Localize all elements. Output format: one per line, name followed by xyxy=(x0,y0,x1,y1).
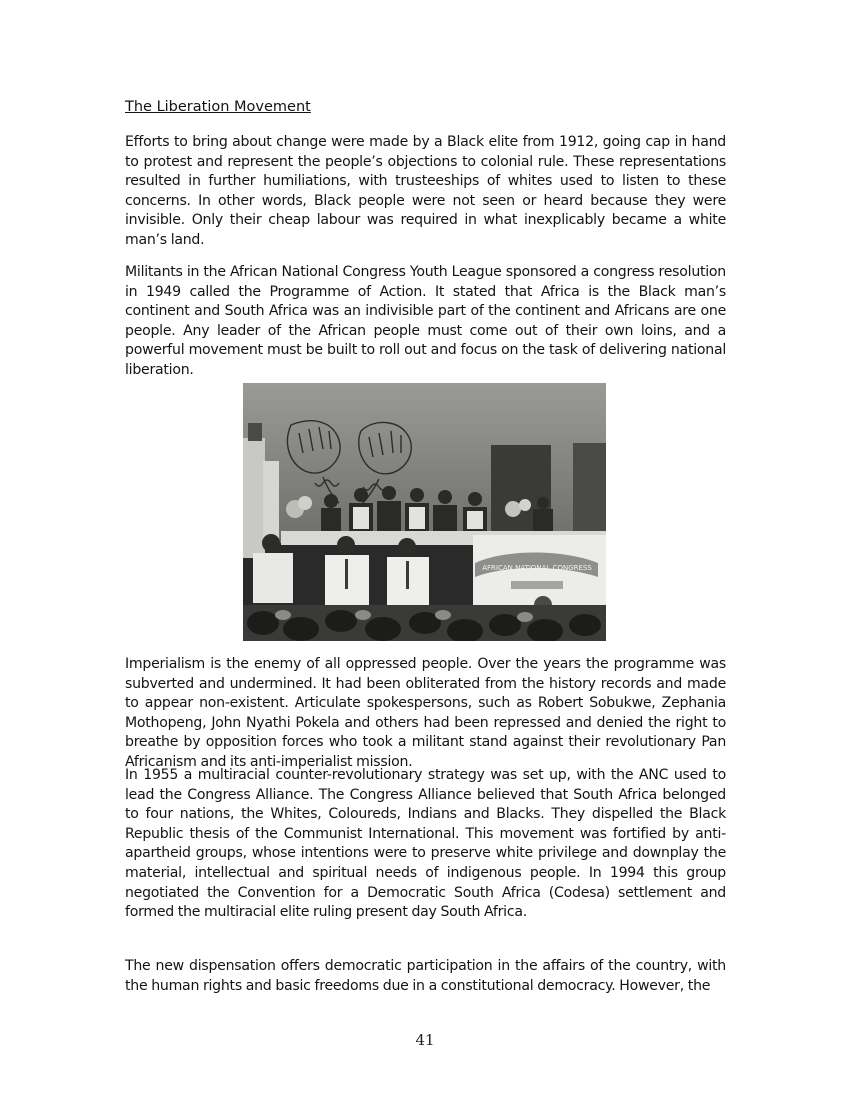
paragraph-early-efforts: Efforts to bring about change were made by a Black elite from 1912, going cap in hand to protest and represent the people’s objections to colonial rule. These representations resulted in further humiliations, with trusteeships of whites used to listen to these concerns. In other words, Black people were not seen or heard because they were invisible. Only their cheap labour was required in what inexplicably became a white man’s land. xyxy=(125,134,726,248)
banner-text: AFRICAN NATIONAL CONGRESS xyxy=(482,564,592,572)
page-number: 41 xyxy=(415,1031,435,1049)
paragraph-congress-alliance: In 1955 a multiracial counter-revolutionary strategy was set up, with the ANC used to lead the Congress Alliance. The Congress Alliance believed that South Africa belonged to four nations, the Whites, Coloureds, Indians and Blacks. They dispelled the Black Republic thesis of the Communist International. This movement was fortified by anti-apartheid groups, whose intentions were to preserve white privilege and downplay the material, intellectual and spiritual needs of indigenous people. In 1994 this group negotiated the Convention for a Democratic South Africa (Codesa) settlement and formed the multiracial elite ruling present day South Africa. xyxy=(125,767,726,921)
historical-photo xyxy=(243,383,606,641)
section-heading: The Liberation Movement xyxy=(125,99,311,115)
paragraph-programme-of-action: Militants in the African National Congress Youth League sponsored a congress resolution in 1949 called the Programme of Action. It stated that Africa is the Black man’s continent and South Africa was an indivisible part of the continent and Africans are one people. Any leader of the African people must come out of their own loins, and a powerful movement must be built to roll out and focus on the task of delivering national liberation. xyxy=(125,264,726,378)
congress-meeting-photo xyxy=(243,383,606,641)
paragraph-new-dispensation: The new dispensation offers democratic participation in the affairs of the country, with the human rights and basic freedoms due in a constitutional democracy. However, the xyxy=(125,958,726,994)
paragraph-imperialism: Imperialism is the enemy of all oppressed people. Over the years the programme was subverted and undermined. It had been obliterated from the history records and made to appear non-existent. Articulate spokespersons, such as Robert Sobukwe, Zephania Mothopeng, John Nyathi Pokela and others had been repressed and denied the right to breathe by opposition forces who took a militant stand against their revolutionary Pan Africanism and its anti-imperialist mission. xyxy=(125,656,726,770)
